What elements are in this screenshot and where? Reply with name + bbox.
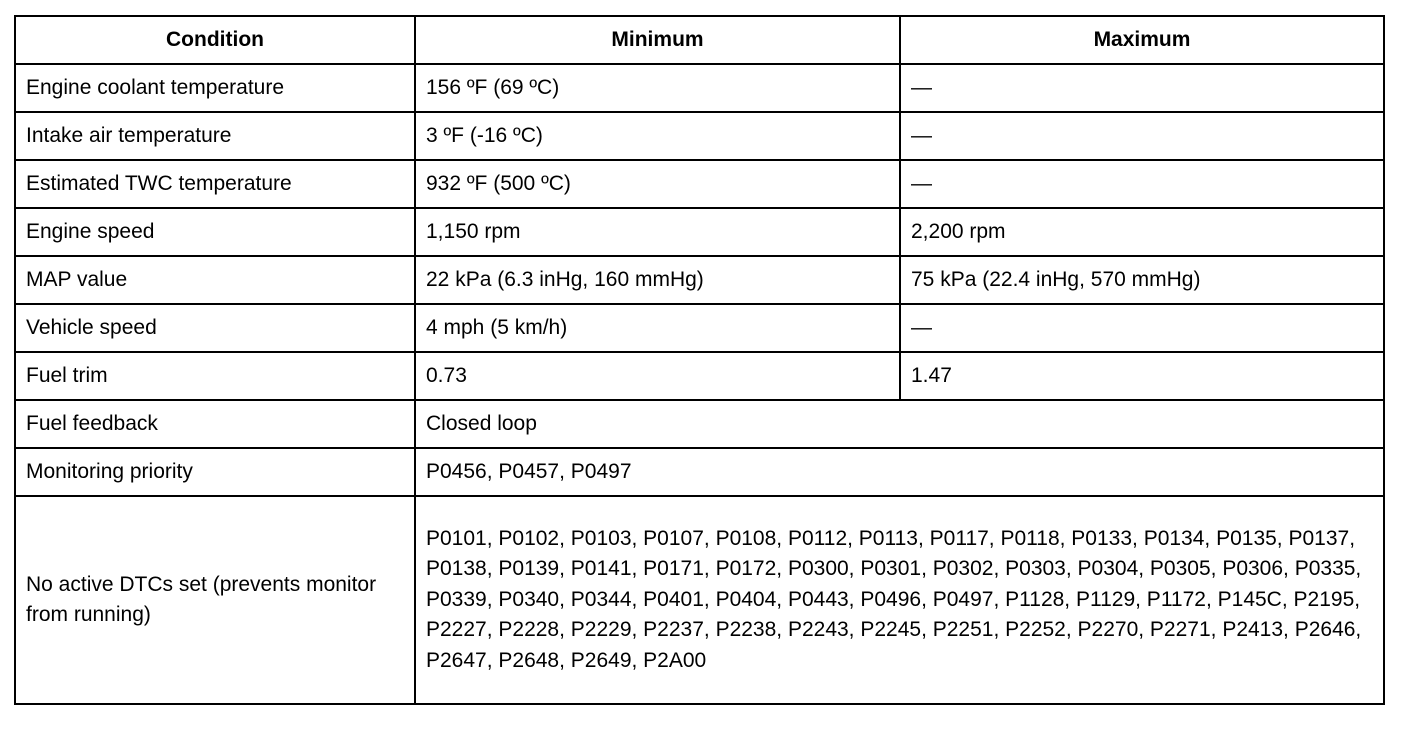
- conditions-table: [14, 15, 1385, 705]
- maximum-cell: —: [900, 64, 1384, 112]
- table-row-fuel-feedback: [15, 400, 1384, 448]
- table-row: [15, 64, 1384, 112]
- table-header-row: [15, 16, 1384, 64]
- minimum-cell: 3 ºF (-16 ºC): [415, 112, 900, 160]
- condition-cell: Engine speed: [15, 208, 415, 256]
- table-row: [15, 208, 1384, 256]
- table-row: [15, 112, 1384, 160]
- merged-value-cell: Closed loop: [415, 400, 1384, 448]
- condition-cell: Intake air temperature: [15, 112, 415, 160]
- condition-cell: Vehicle speed: [15, 304, 415, 352]
- condition-cell: Fuel trim: [15, 352, 415, 400]
- table-row: [15, 160, 1384, 208]
- maximum-cell: —: [900, 112, 1384, 160]
- header-minimum: Minimum: [415, 16, 900, 64]
- maximum-cell: —: [900, 160, 1384, 208]
- maximum-cell: —: [900, 304, 1384, 352]
- merged-value-cell: P0456, P0457, P0497: [415, 448, 1384, 496]
- header-condition: Condition: [15, 16, 415, 64]
- dtc-list-cell: P0101, P0102, P0103, P0107, P0108, P0112, P0113, P0117, P0118, P0133, P0134, P0135, P0137, P0138, P0139, P0141, P0171, P0172, P0300, P0301, P0302, P0303, P0304, P0305, P0306, P0335, P0339, P0340, P0344, P0401, P0404, P0443, P0496, P0497, P1128, P1129, P1172, P145C, P2195, P2227, P2228, P2229, P2237, P2238, P2243, P2245, P2251, P2252, P2270, P2271, P2413, P2646, P2647, P2648, P2649, P2A00: [415, 496, 1384, 704]
- minimum-cell: 4 mph (5 km/h): [415, 304, 900, 352]
- header-maximum: Maximum: [900, 16, 1384, 64]
- maximum-cell: 1.47: [900, 352, 1384, 400]
- maximum-cell: 2,200 rpm: [900, 208, 1384, 256]
- minimum-cell: 1,150 rpm: [415, 208, 900, 256]
- table-row-monitoring-priority: [15, 448, 1384, 496]
- condition-cell: Estimated TWC temperature: [15, 160, 415, 208]
- minimum-cell: 22 kPa (6.3 inHg, 160 mmHg): [415, 256, 900, 304]
- minimum-cell: 156 ºF (69 ºC): [415, 64, 900, 112]
- condition-cell: MAP value: [15, 256, 415, 304]
- condition-cell: Engine coolant temperature: [15, 64, 415, 112]
- condition-cell: Fuel feedback: [15, 400, 415, 448]
- condition-cell: Monitoring priority: [15, 448, 415, 496]
- maximum-cell: 75 kPa (22.4 inHg, 570 mmHg): [900, 256, 1384, 304]
- minimum-cell: 0.73: [415, 352, 900, 400]
- table-row: [15, 256, 1384, 304]
- table-row: [15, 304, 1384, 352]
- table-row: [15, 352, 1384, 400]
- minimum-cell: 932 ºF (500 ºC): [415, 160, 900, 208]
- condition-cell: No active DTCs set (prevents monitor from running): [15, 496, 415, 704]
- table-row-no-active-dtcs: [15, 496, 1384, 704]
